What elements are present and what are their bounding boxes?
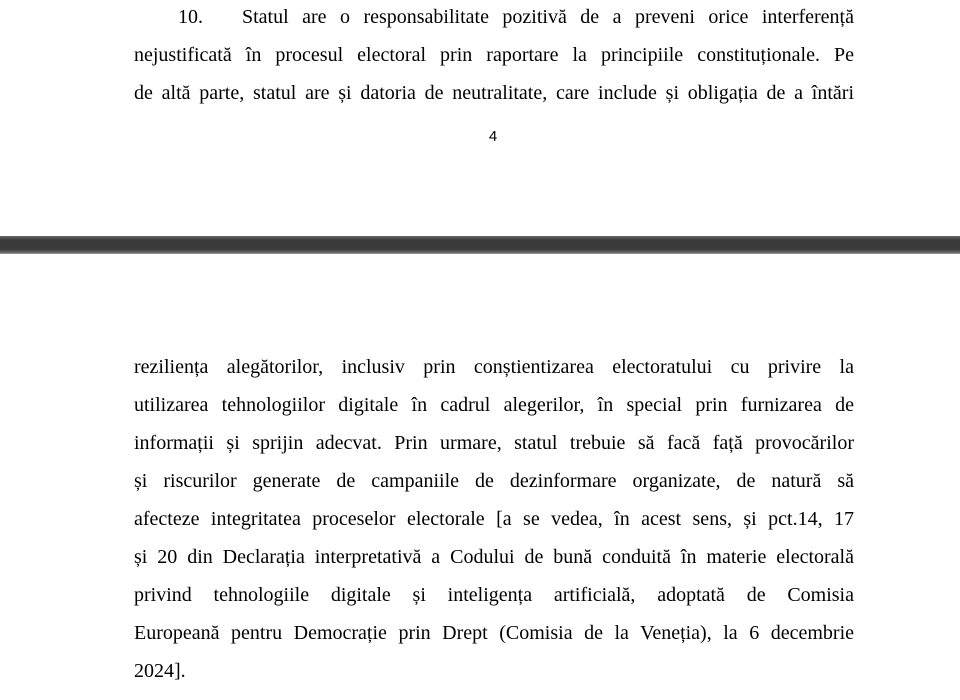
text-line: și 20 din Declarația interpretativă a Codului de bună conduită în materie electorală [134, 546, 854, 568]
text-line: afecteze integritatea proceselor electorale [a se vedea, în acest sens, și pct.14, 17 [134, 508, 854, 530]
page-number: 4 [488, 128, 498, 145]
paragraph-first-line [134, 5, 854, 29]
text-line: de altă parte, statul are și datoria de neutralitate, care include și obligația de a întări [134, 82, 854, 104]
text-line: Statul are o responsabilitate pozitivă de a preveni orice interferență [242, 6, 854, 28]
text-line: reziliența alegătorilor, inclusiv prin conștientizarea electoratului cu privire la [134, 356, 854, 378]
text-line: utilizarea tehnologiilor digitale în cadrul alegerilor, în special prin furnizarea de [134, 394, 854, 416]
text-line: privind tehnologiile digitale și inteligența artificială, adoptată de Comisia [134, 584, 854, 606]
text-line: Europeană pentru Democrație prin Drept (Comisia de la Veneția), la 6 decembrie [134, 622, 854, 644]
text-line: nejustificată în procesul electoral prin raportare la principiile constituționale. Pe [134, 44, 854, 66]
document-page-top [0, 0, 960, 236]
page-separator [0, 236, 960, 254]
paragraph-number: 10. [178, 6, 203, 28]
text-line: 2024]. [134, 660, 186, 682]
document-page-bottom [0, 254, 960, 700]
text-line: informații și sprijin adecvat. Prin urmare, statul trebuie să facă față provocărilor [134, 432, 854, 454]
text-line: și riscurilor generate de campaniile de dezinformare organizate, de natură să [134, 470, 854, 492]
